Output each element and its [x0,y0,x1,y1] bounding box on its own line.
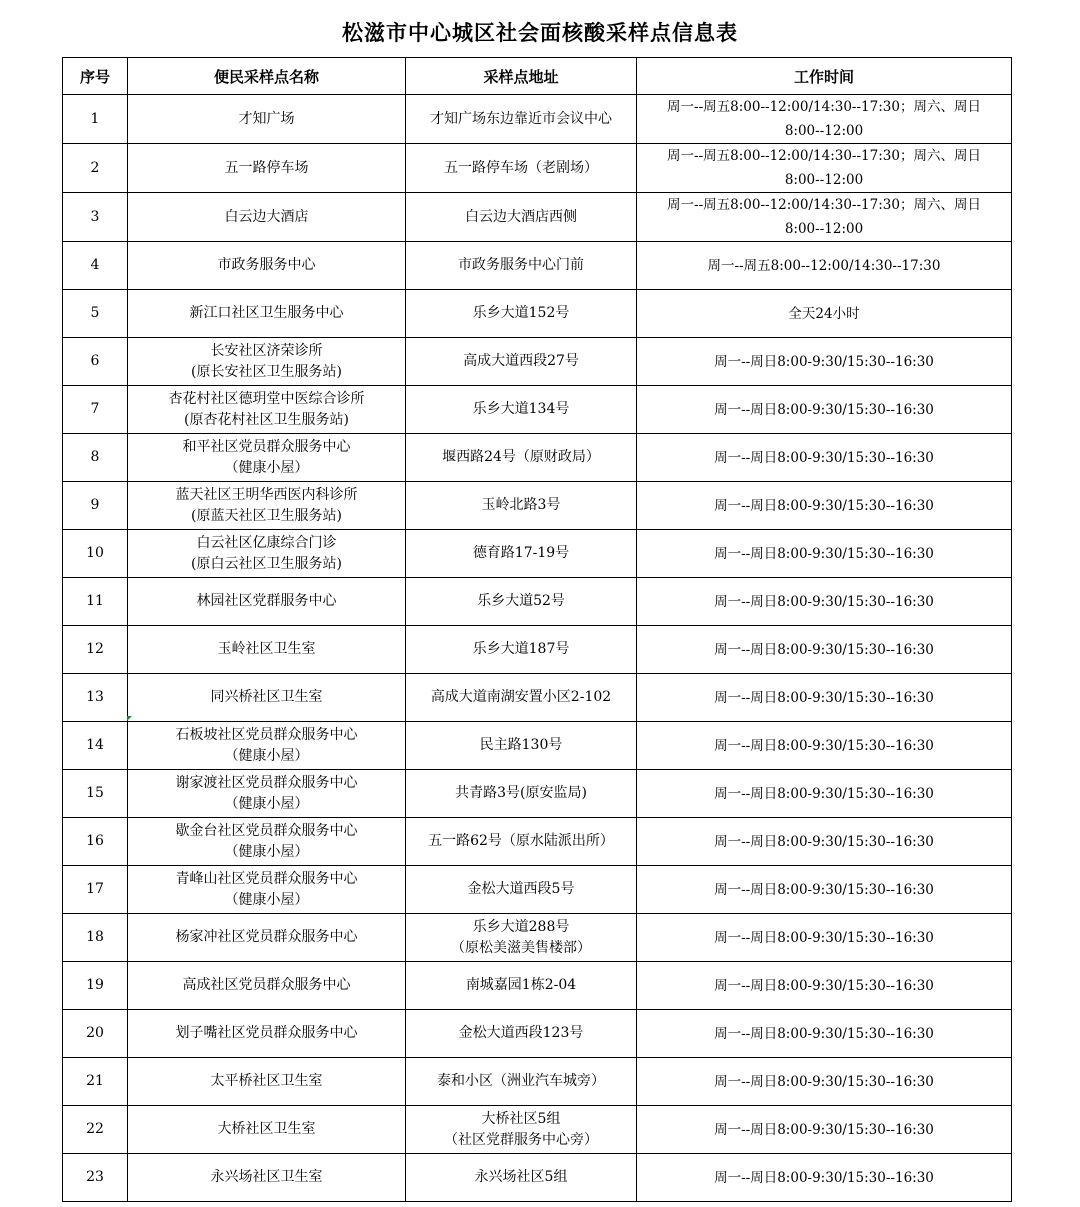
cell-site-name-line: 高成社区党员群众服务中心 [182,977,351,993]
cell-seq: 10 [63,530,128,578]
cell-hours-line: 周一--周日8:00-9:30/15:30--16:30 [714,881,934,898]
cell-seq: 6 [63,338,128,386]
table-row [63,530,1012,578]
cell-hours-line: 周一--周日8:00-9:30/15:30--16:30 [714,1025,934,1042]
cell-seq: 15 [63,770,128,818]
cell-site-name-line: 青峰山社区党员群众服务中心 [175,870,358,887]
cell-seq: 1 [63,95,128,144]
cell-site-name [128,434,406,482]
cell-seq: 9 [63,482,128,530]
table-row [63,626,1012,674]
cell-hours [637,1010,1012,1058]
cell-address-line: 才知广场东边靠近市会议中心 [430,110,612,127]
cell-hours-line: 全天24小时 [788,305,860,322]
cell-address-line: 五一路停车场（老剧场） [444,159,598,176]
cell-address [406,1010,637,1058]
cell-site-name [128,818,406,866]
cell-hours [637,578,1012,626]
cell-address-line: 金松大道西段5号 [467,881,575,897]
cell-seq: 17 [63,866,128,914]
cell-site-name [128,482,406,530]
cell-seq: 12 [63,626,128,674]
table-row [63,338,1012,386]
cell-address [406,722,637,770]
cell-address-line: 南城嘉园1栋2-04 [465,977,577,993]
cell-hours [637,193,1012,242]
cell-hours-line: 8:00--12:00 [784,123,864,139]
header-seq: 序号 [63,58,128,95]
table-row [63,1010,1012,1058]
cell-site-name [128,386,406,434]
cell-address-line: 乐乡大道187号 [472,641,570,657]
cell-hours-line: 周一--周日8:00-9:30/15:30--16:30 [714,449,934,466]
cell-site-name-line: 长安社区济荣诊所 [210,342,323,359]
cell-seq: 16 [63,818,128,866]
table-row [63,386,1012,434]
table-row [63,144,1012,193]
cell-site-name [128,914,406,962]
cell-site-name-line: 永兴场社区卫生室 [210,1169,323,1185]
cell-hours-line: 周一--周五8:00--12:00/14:30--17:30；周六、周日 [667,148,981,164]
cell-site-name [128,242,406,290]
cell-hours-line: 8:00--12:00 [784,221,864,237]
table-row [63,914,1012,962]
cell-hours [637,95,1012,144]
cell-address-line: 乐乡大道288号 [472,918,570,935]
cell-site-name [128,338,406,386]
cell-address-line: 乐乡大道152号 [472,305,570,321]
cell-hours [637,962,1012,1010]
cell-hours [637,144,1012,193]
cell-site-name [128,1106,406,1154]
header-hours: 工作时间 [637,58,1012,95]
table-row [63,674,1012,722]
cell-hours-line: 周一--周五8:00--12:00/14:30--17:30；周六、周日 [667,99,981,115]
cell-address [406,770,637,818]
cell-address [406,386,637,434]
cell-address [406,144,637,193]
cell-seq: 4 [63,242,128,290]
cell-seq: 2 [63,144,128,193]
cell-address [406,914,637,962]
table-row [63,193,1012,242]
cell-site-name-line: 才知广场 [238,110,295,127]
cell-hours-line: 周一--周日8:00-9:30/15:30--16:30 [714,689,934,706]
cell-site-name-line: (原白云社区卫生服务站) [191,555,342,572]
cell-site-name-line: (原长安社区卫生服务站) [191,363,342,380]
cell-address-line: 永兴场社区5组 [474,1169,568,1185]
cell-site-name [128,578,406,626]
cell-address [406,578,637,626]
cell-site-name-line: 歇金台社区党员群众服务中心 [175,822,358,839]
cell-hours-line: 周一--周日8:00-9:30/15:30--16:30 [714,1073,934,1090]
cell-hours [637,290,1012,338]
cell-address-line: 泰和小区（洲业汽车城旁） [437,1073,605,1089]
cell-hours-line: 周一--周日8:00-9:30/15:30--16:30 [714,593,934,610]
cell-hours-line: 周一--周日8:00-9:30/15:30--16:30 [714,545,934,562]
cell-site-name-line: （健康小屋） [224,891,309,908]
cell-site-name-line: 白云社区亿康综合门诊 [196,534,337,551]
cell-address [406,95,637,144]
cell-comment-marker [127,716,132,721]
cell-hours [637,338,1012,386]
cell-hours-line: 周一--周日8:00-9:30/15:30--16:30 [714,833,934,850]
cell-site-name [128,530,406,578]
cell-hours [637,386,1012,434]
table-row [63,818,1012,866]
cell-seq: 20 [63,1010,128,1058]
cell-address-line: 乐乡大道134号 [472,401,570,417]
cell-site-name-line: （健康小屋） [224,795,309,812]
table-row [63,578,1012,626]
cell-hours-line: 周一--周日8:00-9:30/15:30--16:30 [714,977,934,994]
cell-address [406,338,637,386]
cell-seq: 8 [63,434,128,482]
cell-hours [637,434,1012,482]
cell-hours-line: 周一--周日8:00-9:30/15:30--16:30 [714,929,934,946]
cell-site-name [128,722,406,770]
cell-hours [637,1154,1012,1202]
header-site-name: 便民采样点名称 [128,58,406,95]
cell-site-name [128,1010,406,1058]
cell-seq: 22 [63,1106,128,1154]
table-row [63,482,1012,530]
cell-hours-line: 周一--周日8:00-9:30/15:30--16:30 [714,737,934,754]
cell-site-name [128,1058,406,1106]
cell-address-line: 五一路62号（原水陆派出所） [428,833,614,849]
table-row [63,962,1012,1010]
cell-site-name-line: 新江口社区卫生服务中心 [189,305,344,321]
cell-site-name [128,193,406,242]
cell-address [406,193,637,242]
cell-hours [637,626,1012,674]
cell-site-name-line: （健康小屋） [224,459,309,476]
cell-hours [637,482,1012,530]
cell-address-line: 玉岭北路3号 [481,497,561,513]
cell-hours-line: 周一--周日8:00-9:30/15:30--16:30 [714,1169,934,1186]
cell-hours [637,1106,1012,1154]
cell-address-line: 大桥社区5组 [481,1110,561,1127]
cell-site-name-line: 谢家渡社区党员群众服务中心 [175,774,358,791]
sampling-sites-table [62,57,1012,1202]
cell-address-line: 高成大道西段27号 [463,353,579,369]
cell-seq: 19 [63,962,128,1010]
cell-hours [637,674,1012,722]
cell-site-name-line: (原杏花村社区卫生服务站) [184,411,349,428]
table-row [63,770,1012,818]
cell-hours-line: 周一--周日8:00-9:30/15:30--16:30 [714,785,934,802]
cell-address [406,482,637,530]
cell-site-name [128,866,406,914]
cell-hours-line: 周一--周五8:00--12:00/14:30--17:30 [707,257,941,274]
cell-seq: 11 [63,578,128,626]
table-row [63,434,1012,482]
cell-site-name-line: 杨家冲社区党员群众服务中心 [175,929,358,945]
cell-address [406,818,637,866]
cell-site-name-line: 杏花村社区德玥堂中医综合诊所 [168,390,365,407]
cell-site-name-line: （健康小屋） [224,843,309,860]
cell-address [406,242,637,290]
cell-hours [637,1058,1012,1106]
cell-hours-line: 周一--周五8:00--12:00/14:30--17:30；周六、周日 [667,197,981,213]
cell-site-name [128,95,406,144]
cell-seq: 21 [63,1058,128,1106]
cell-address-line: 堰西路24号（原财政局） [442,449,600,465]
cell-address [406,626,637,674]
cell-hours-line: 周一--周日8:00-9:30/15:30--16:30 [714,353,934,370]
cell-site-name-line: 玉岭社区卫生室 [217,641,316,657]
cell-address [406,1106,637,1154]
cell-site-name-line: 石板坡社区党员群众服务中心 [175,726,358,743]
cell-site-name-line: 林园社区党群服务中心 [196,593,337,609]
table-header-row [63,58,1012,95]
cell-site-name-line: （健康小屋） [224,747,309,764]
cell-address-line: 民主路130号 [479,737,563,753]
table-row [63,1106,1012,1154]
cell-seq: 7 [63,386,128,434]
cell-site-name-line: 五一路停车场 [224,159,309,176]
table-row [63,1154,1012,1202]
cell-address-line: 金松大道西段123号 [458,1025,584,1041]
table-row [63,1058,1012,1106]
cell-hours [637,866,1012,914]
cell-address-line: 白云边大酒店西侧 [465,208,577,225]
cell-site-name-line: 同兴桥社区卫生室 [210,689,323,705]
cell-site-name [128,674,406,722]
cell-seq: 14 [63,722,128,770]
cell-hours [637,242,1012,290]
cell-site-name [128,626,406,674]
document-title: 松滋市中心城区社会面核酸采样点信息表 [342,21,738,45]
cell-seq: 13 [63,674,128,722]
cell-hours [637,818,1012,866]
cell-address-line: 高成大道南湖安置小区2-102 [430,689,612,705]
cell-site-name-line: 大桥社区卫生室 [217,1121,316,1137]
cell-hours-line: 周一--周日8:00-9:30/15:30--16:30 [714,1121,934,1138]
table-row [63,242,1012,290]
cell-seq: 18 [63,914,128,962]
cell-address [406,530,637,578]
cell-hours [637,914,1012,962]
cell-seq: 3 [63,193,128,242]
cell-address-line: （原松美滋美售楼部） [451,939,591,956]
cell-site-name-line: 太平桥社区卫生室 [210,1073,323,1089]
cell-address-line: 共青路3号(原安监局) [455,785,587,801]
table-row [63,95,1012,144]
cell-address [406,962,637,1010]
cell-address [406,434,637,482]
cell-site-name [128,770,406,818]
cell-site-name-line: 蓝天社区王明华西医内科诊所 [175,486,358,503]
cell-hours [637,530,1012,578]
cell-address-line: 乐乡大道52号 [477,593,565,609]
cell-hours [637,770,1012,818]
cell-site-name-line: 白云边大酒店 [224,208,309,225]
cell-address [406,866,637,914]
cell-address-line: 德育路17-19号 [472,545,570,561]
cell-site-name-line: 划子嘴社区党员群众服务中心 [175,1025,358,1041]
cell-seq: 5 [63,290,128,338]
cell-address-line: （社区党群服务中心旁） [444,1131,598,1148]
cell-address-line: 市政务服务中心门前 [458,257,584,273]
cell-hours-line: 周一--周日8:00-9:30/15:30--16:30 [714,641,934,658]
cell-seq: 23 [63,1154,128,1202]
cell-site-name [128,962,406,1010]
table-body [63,95,1012,1202]
table-row [63,290,1012,338]
cell-hours-line: 8:00--12:00 [784,172,864,188]
cell-address [406,290,637,338]
cell-hours-line: 周一--周日8:00-9:30/15:30--16:30 [714,401,934,418]
cell-site-name-line: 和平社区党员群众服务中心 [182,438,351,455]
cell-address [406,1058,637,1106]
cell-hours [637,722,1012,770]
cell-hours-line: 周一--周日8:00-9:30/15:30--16:30 [714,497,934,514]
cell-site-name [128,1154,406,1202]
cell-address [406,1154,637,1202]
header-address: 采样点地址 [406,58,637,95]
table-row [63,866,1012,914]
cell-site-name-line: (原蓝天社区卫生服务站) [191,507,342,524]
cell-site-name [128,290,406,338]
cell-site-name [128,144,406,193]
cell-address [406,674,637,722]
cell-site-name-line: 市政务服务中心 [217,257,316,273]
table-row [63,722,1012,770]
